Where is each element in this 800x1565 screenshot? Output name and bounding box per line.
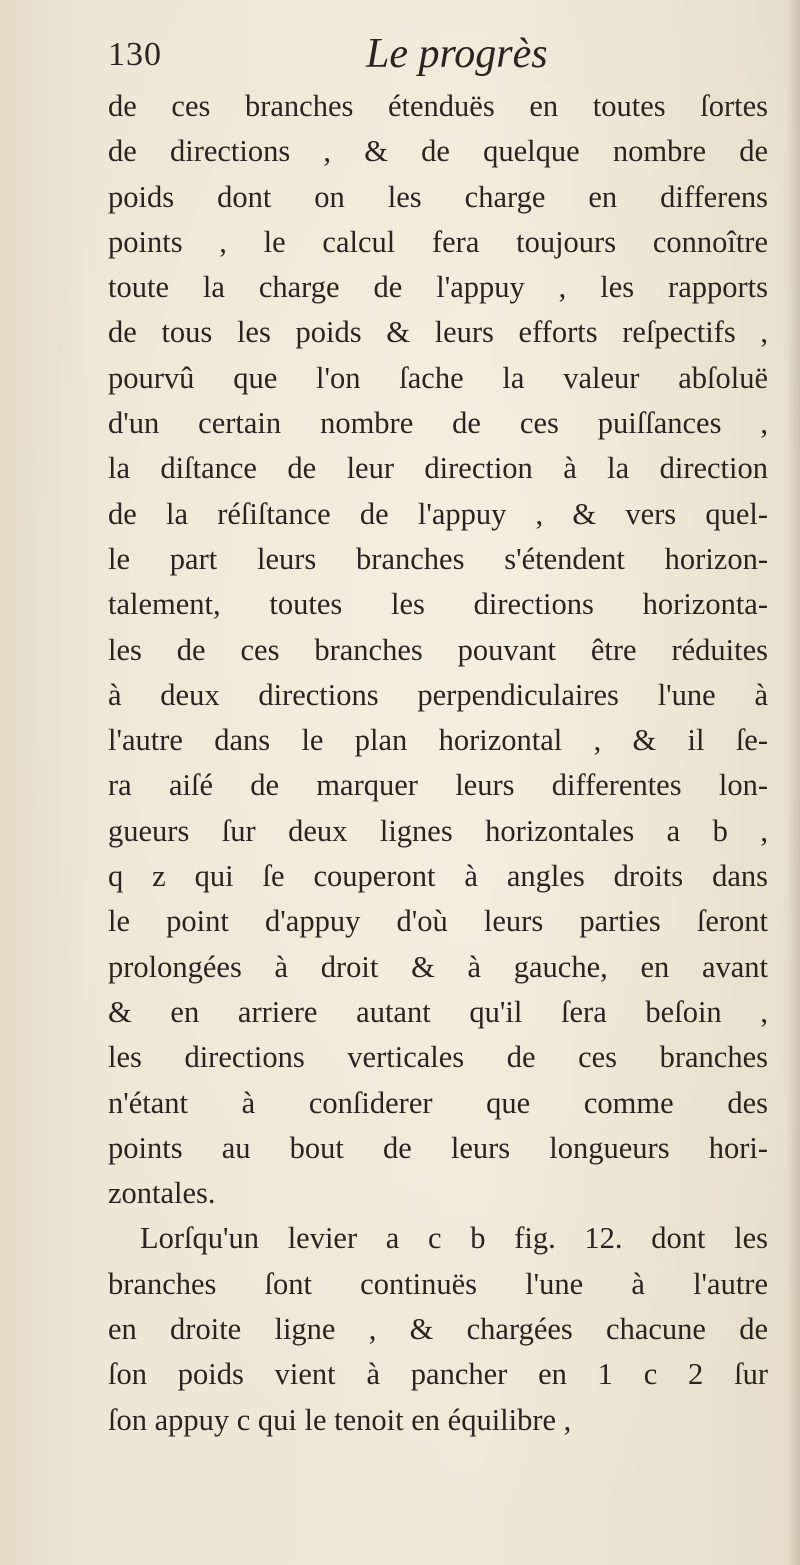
text-line: le part leurs branches s'étendent horizon- (108, 541, 768, 576)
page-header (108, 30, 768, 82)
body-text (108, 84, 768, 1443)
text-line: q z qui ſe couperont à angles droits dans (108, 859, 768, 894)
text-line: la diſtance de leur direction à la direction (108, 451, 768, 486)
text-line: les directions verticales de ces branches (108, 1040, 768, 1075)
text-line: points au bout de leurs longueurs hori- (108, 1130, 768, 1165)
text-line: de ces branches étenduës en toutes ſortes (108, 89, 768, 123)
text-line: de tous les poids & leurs efforts reſpectifs , (108, 315, 768, 350)
page-edge-shadow (786, 0, 800, 1565)
text-line: le point d'appuy d'où leurs parties ſeront (108, 904, 768, 939)
text-line: de la réſiſtance de l'appuy , & vers quel- (108, 496, 768, 531)
text-line: en droite ligne , & chargées chacune de (108, 1312, 768, 1347)
text-line: ra aiſé de marquer leurs differentes lon- (108, 768, 768, 803)
text-line: de directions , & de quelque nombre de (108, 134, 768, 169)
text-line: les de ces branches pouvant être réduites (108, 632, 768, 667)
text-line: prolongées à droit & à gauche, en avant (108, 949, 768, 984)
page-number: 130 (108, 36, 162, 73)
text-line: points , le calcul fera toujours connoître (108, 224, 768, 259)
text-line: ſon poids vient à pancher en 1 c 2 ſur (108, 1357, 768, 1392)
paragraph-end-line: zontales. (108, 1176, 216, 1211)
text-line: l'autre dans le plan horizontal , & il ſe- (108, 723, 768, 758)
text-line: d'un certain nombre de ces puiſſances , (108, 406, 768, 441)
paragraph-start-line: Lorſqu'un levier a c b fig. 12. dont les (140, 1221, 768, 1256)
text-line: talement, toutes les directions horizonta- (108, 587, 768, 622)
text-line: à deux directions perpendiculaires l'une à (108, 677, 768, 712)
running-title: Le progrès (366, 31, 548, 77)
text-line: toute la charge de l'appuy , les rapports (108, 270, 768, 305)
text-line: gueurs ſur deux lignes horizontales a b , (108, 813, 768, 848)
text-line: branches ſont continuës l'une à l'autre (108, 1266, 768, 1301)
text-line: & en arriere autant qu'il ſera beſoin , (108, 994, 768, 1029)
text-line: ſon appuy c qui le tenoit en équilibre , (108, 1402, 572, 1437)
text-line: n'étant à conſiderer que comme des (108, 1085, 768, 1120)
text-line: pourvû que l'on ſache la valeur abſoluë (108, 360, 768, 395)
text-line: poids dont on les charge en differens (108, 179, 768, 214)
